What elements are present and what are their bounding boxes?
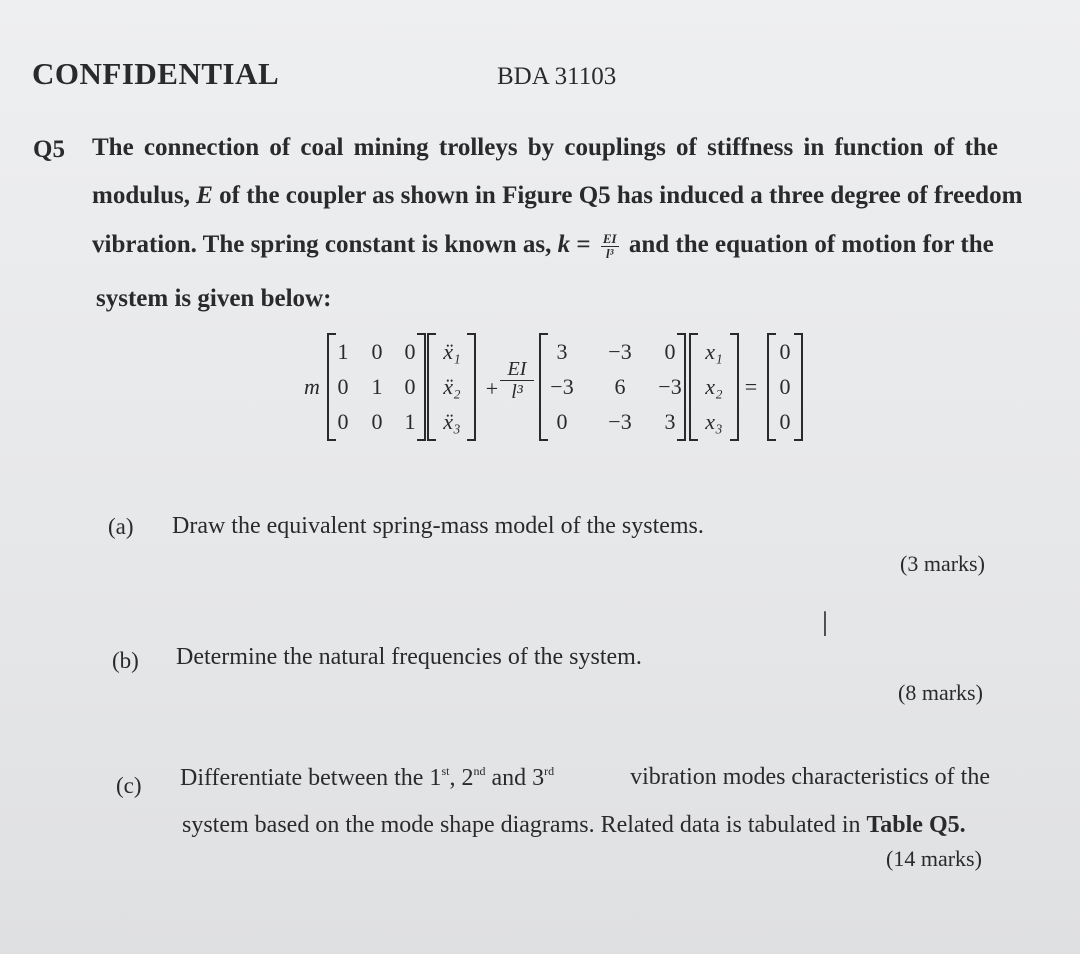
mass-matrix-cell: 0 (337, 374, 349, 399)
spring-fraction-num: EI (602, 230, 617, 246)
displacement-entry: x₃ (705, 409, 723, 434)
line1-word: the (964, 134, 998, 161)
mass-matrix-cell: 1 (404, 409, 416, 434)
part-c-line2-text: system based on the mode shape diagrams. Related data is tabulated in (182, 812, 867, 838)
figure-reference: Figure Q5 (502, 182, 611, 209)
mass-matrix-cell: 1 (371, 374, 383, 399)
line1-word: The (92, 134, 134, 161)
part-c-line-1 (180, 764, 990, 792)
stiffness-matrix-cell: 3 (556, 339, 568, 364)
line1-word: of (933, 134, 955, 161)
part-a-text: Draw the equivalent spring-mass model of the systems. (172, 513, 704, 539)
question-line-2 (92, 182, 1022, 210)
equals-sign: = (744, 374, 758, 399)
stiffness-matrix-cell: 0 (664, 339, 676, 364)
mass-matrix-cell: 0 (404, 339, 416, 364)
stiffness-matrix-cell: 0 (556, 409, 568, 434)
mass-matrix-cell: 0 (404, 374, 416, 399)
spring-fraction-den: l³ (605, 245, 614, 261)
line1-word: of (269, 134, 291, 161)
mass-matrix-cell: 0 (371, 339, 383, 364)
part-c-label: (c) (116, 773, 142, 798)
stiffness-matrix-cell: −3 (550, 374, 574, 399)
question-line-1 (92, 134, 998, 162)
stiffness-matrix-cell: −3 (658, 374, 682, 399)
question-line-4: system is given below: (96, 285, 332, 312)
line1-word: of (676, 134, 697, 161)
header-course-code: BDA 31103 (497, 63, 617, 90)
line2-text-c: has induced a three degree of freedom (610, 182, 1023, 209)
header-confidential: CONFIDENTIAL (32, 56, 280, 91)
part-c-text-head (180, 764, 554, 792)
question-number: Q5 (33, 136, 65, 163)
plus-sign: + (485, 376, 499, 401)
equation-of-motion (300, 328, 820, 448)
part-c-sup-nd: nd (473, 764, 486, 778)
part-c-text-b: , 2 (449, 765, 474, 791)
table-reference: Table Q5. (866, 812, 966, 838)
stiffness-matrix-cell: 3 (664, 409, 676, 434)
part-b-marks: (8 marks) (898, 680, 983, 705)
stiffness-fraction-num: EI (500, 358, 534, 381)
line2-text-a: modulus, (92, 182, 197, 209)
line1-word: function (834, 134, 924, 161)
displacement-entry: x₁ (705, 339, 723, 364)
mass-matrix-cell: 0 (337, 409, 349, 434)
acceleration-entry: ẍ₁ (443, 339, 461, 364)
part-c-text-a: Differentiate between the 1 (180, 765, 442, 791)
line1-word: connection (143, 134, 260, 161)
zero-entry: 0 (779, 409, 791, 434)
part-c-sup-rd: rd (544, 764, 555, 778)
part-c-sup-st: st (441, 764, 450, 778)
line3-text-a: vibration. The spring constant is known as, (92, 231, 558, 258)
part-b-label: (b) (112, 648, 139, 673)
text-cursor-icon: I (820, 605, 831, 645)
line1-word: stiffness (707, 134, 794, 161)
line2-text-b: of the coupler as shown in (212, 182, 503, 209)
part-b-text: Determine the natural frequencies of the system. (176, 644, 642, 670)
stiffness-fraction (500, 358, 534, 403)
displacement-entry: x₂ (705, 374, 723, 399)
stiffness-fraction-den: l³ (511, 381, 523, 403)
stiffness-matrix-cell: −3 (608, 409, 632, 434)
stiffness-matrix-cell: −3 (608, 339, 632, 364)
line1-word: by (527, 134, 555, 161)
part-c-marks: (14 marks) (886, 846, 982, 871)
line1-word: mining (353, 134, 429, 161)
part-c-line-2 (182, 812, 966, 839)
mass-matrix-cell: 1 (337, 339, 349, 364)
part-a-label: (a) (108, 514, 134, 539)
part-a-marks: (3 marks) (900, 551, 985, 576)
mass-matrix-cell: 0 (371, 409, 383, 434)
line3-text-b: and the equation of motion for the (622, 231, 994, 258)
acceleration-entry: ẍ₂ (443, 374, 461, 399)
modulus-symbol: E (196, 182, 213, 209)
acceleration-entry: ẍ₃ (443, 409, 461, 434)
equals-sign: = (570, 231, 597, 258)
line1-word: in (803, 134, 825, 161)
line1-word: coal (300, 134, 344, 161)
line1-word: trolleys (438, 134, 518, 161)
line1-word: couplings (564, 134, 666, 161)
question-line-3 (92, 231, 994, 261)
stiffness-matrix-cell: 6 (614, 374, 626, 399)
mass-coefficient: m (304, 374, 320, 399)
spring-fraction (601, 232, 619, 261)
spring-symbol: k (557, 231, 571, 258)
part-c-text-c: and 3 (485, 765, 545, 791)
zero-entry: 0 (779, 339, 791, 364)
part-c-text-d: vibration modes characteristics of the (630, 764, 990, 790)
zero-entry: 0 (779, 374, 791, 399)
